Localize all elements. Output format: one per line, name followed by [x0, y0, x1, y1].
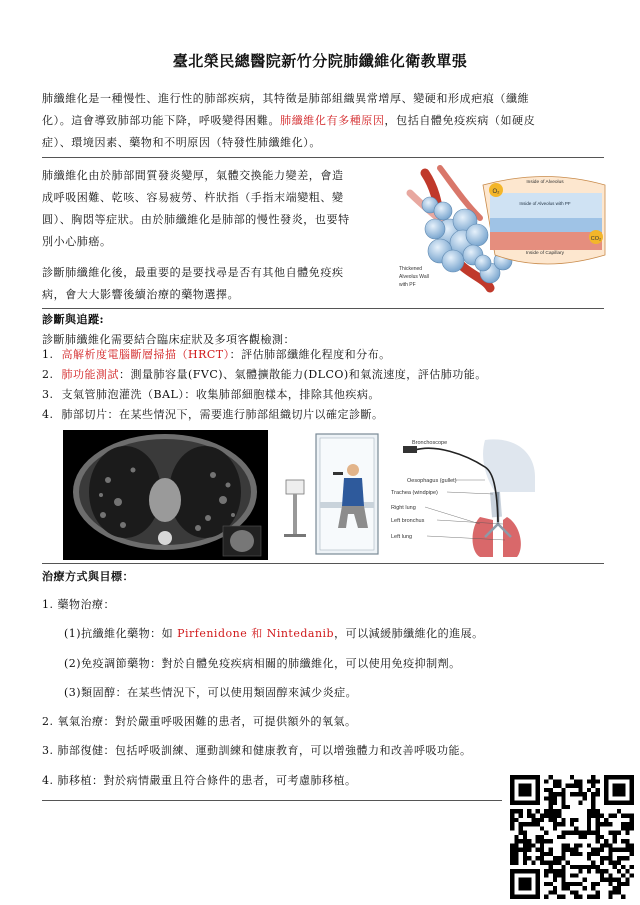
intro-line-1: 肺纖維化是一種慢性、進行性的肺部疾病，其特徵是肺部組織異常增厚、變硬和形成疤痕（纖維: [42, 92, 530, 105]
treatment-item-4: 4. 肺移植：對於病情嚴重且符合條件的患者，可考慮肺移植。: [42, 774, 357, 787]
svg-text:with PF: with PF: [399, 282, 416, 288]
treatment-item-2: 2. 氧氣治療：對於嚴重呼吸困難的患者，可提供額外的氧氣。: [42, 715, 357, 728]
svg-text:Oesophagus (gullet): Oesophagus (gullet): [407, 478, 457, 484]
pulmonary-function-test-image: [278, 432, 383, 557]
svg-text:Right lung: Right lung: [391, 505, 416, 511]
symptoms-paragraph: 肺纖維化由於肺部間質發炎變厚，氣體交換能力變差，會造 成呼吸困難、乾咳、容易疲勞、杵狀指（手指末端變粗、變 圓）、胸悶等症狀。由於肺纖維化是肺部的慢性發炎，也要特 別小心肺癌。: [42, 169, 350, 248]
diagnosis-item-3: 3. 支氣管肺泡灌洗（BAL）：收集肺部細胞樣本，排除其他疾病。: [42, 388, 380, 401]
intro-paragraph: [42, 88, 604, 154]
autoimmune-paragraph: 診斷肺纖維化後，最重要的是要找尋是否有其他自體免疫疾 病，會大大影響後續治療的藥物選擇。: [42, 266, 344, 301]
intro-line-3: 症）、環境因素、藥物和不明原因（特發性肺纖維化）。: [42, 136, 321, 149]
svg-text:Inside of Alveolus: Inside of Alveolus: [526, 180, 564, 185]
svg-text:Alveolus Wall: Alveolus Wall: [399, 274, 429, 280]
qr-code[interactable]: [510, 775, 634, 899]
svg-text:Inside of Capillary: Inside of Capillary: [525, 251, 565, 256]
svg-text:Bronchoscope: Bronchoscope: [412, 440, 448, 446]
intro-highlight: 肺纖維化有多種原因: [280, 114, 385, 127]
diagnosis-item-4: 4. 肺部切片：在某些情況下，需要進行肺部組織切片以確定診斷。: [42, 408, 384, 421]
divider-4: [42, 800, 502, 801]
diagnosis-item-2: 2. 肺功能測試：測量肺容量(FVC)、氣體擴散能力(DLCO)和氣流速度，評估肺功能。: [42, 368, 487, 381]
treatment-sub-1: (1)抗纖維化藥物：如 Pirfenidone 和 Nintedanib，可以減緩肺纖維化的進展。: [64, 627, 484, 640]
svg-text:Left bronchus: Left bronchus: [391, 518, 425, 524]
intro-line-2: 化）。這會導致肺部功能下降，呼吸變得困難。肺纖維化有多種原因，包括自體免疫疾病（如硬皮: [42, 114, 536, 127]
diagnosis-list: [42, 345, 612, 425]
svg-text:CO₂: CO₂: [590, 236, 602, 242]
alveolus-illustration: [395, 163, 607, 298]
divider-3: [42, 563, 604, 564]
treatment-item-3: 3. 肺部復健：包括呼吸訓練、運動訓練和健康教育，可以增強體力和改善呼吸功能。: [42, 744, 472, 757]
treatment-item-1: 1. 藥物治療：: [42, 598, 115, 611]
svg-text:Inside of Alveolus with PF: Inside of Alveolus with PF: [519, 201, 571, 206]
svg-text:Left lung: Left lung: [391, 534, 413, 540]
diagnosis-intro: 診斷肺纖維化需要結合臨床症狀及多項客觀檢測：: [42, 333, 295, 346]
svg-text:Trachea (windpipe): Trachea (windpipe): [391, 490, 438, 496]
treatment-sub-3: (3)類固醇：在某些情況下，可以使用類固醇來減少炎症。: [64, 686, 358, 699]
bronchoscopy-diagram: [385, 432, 545, 562]
ct-scan-image: [63, 430, 268, 560]
treatment-heading: 治療方式與目標：: [42, 570, 134, 583]
svg-text:Thickened: Thickened: [399, 266, 423, 272]
diagnosis-heading: 診斷與追蹤:: [42, 313, 105, 326]
svg-text:O₂: O₂: [492, 189, 500, 195]
page-title: 臺北榮民總醫院新竹分院肺纖維化衛教單張: [172, 52, 468, 70]
diagnosis-item-1: 1. 高解析度電腦斷層掃描（HRCT）：評估肺部纖維化程度和分布。: [42, 348, 391, 361]
divider-1: [42, 157, 604, 158]
treatment-sub-2: (2)免疫調節藥物：對於自體免疫疾病相關的肺纖維化，可以使用免疫抑制劑。: [64, 657, 461, 670]
divider-2: [42, 308, 604, 309]
